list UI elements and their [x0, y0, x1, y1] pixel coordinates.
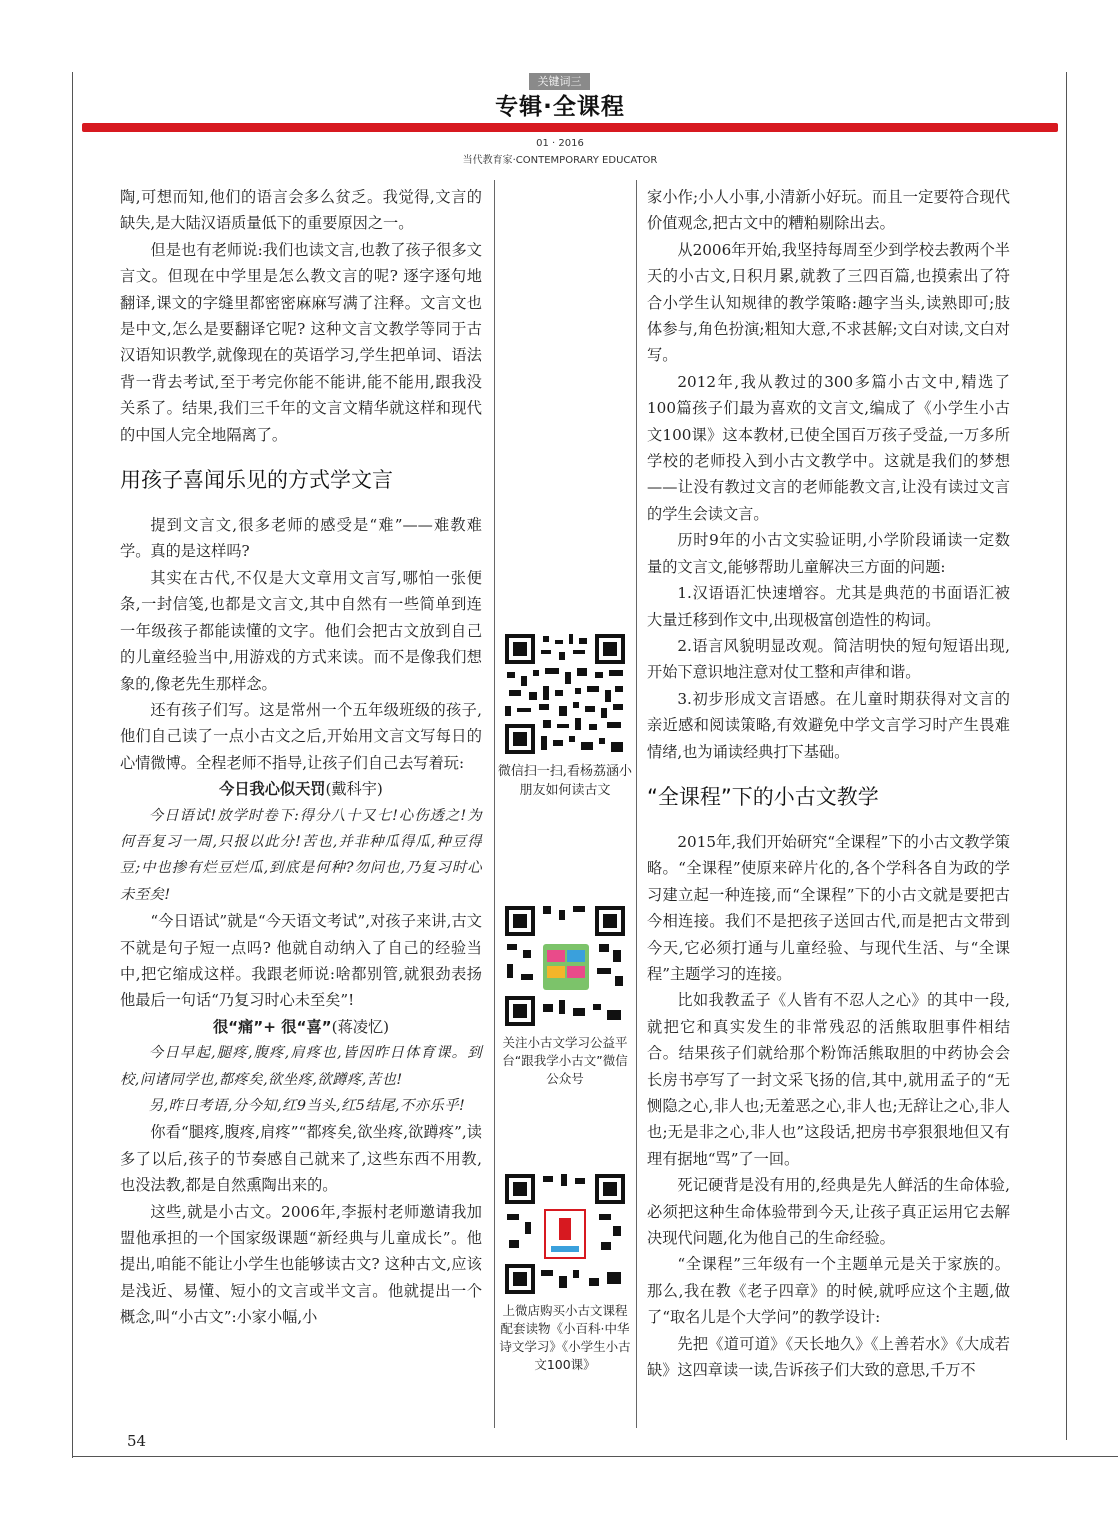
qr-block-shop: [497, 1172, 633, 1374]
page-frame-bottom: [72, 1456, 1118, 1457]
article-left-column: [120, 184, 482, 1331]
column-divider-left: [494, 180, 495, 1428]
section-title-main: 全课程: [552, 94, 625, 120]
paragraph: 你看“腿疼,腹疼,肩疼”“都疼矣,欲坐疼,欲蹲疼”,读多了以后,孩子的节奏感自己就来了,这些东西不用教,也没法教,都是自然熏陶出来的。: [120, 1123, 482, 1195]
poem-text: 今日早起,腿疼,腹疼,肩疼也,皆因昨日体育课。到校,问诸同学也,都疼矣,欲坐疼,欲蹲疼,苦也!: [120, 1045, 482, 1088]
poem-author: (蒋凌忆): [331, 1017, 390, 1036]
section-title: [470, 88, 650, 121]
keyword-tag: 关键词三: [529, 73, 590, 90]
page-number: 54: [127, 1432, 147, 1450]
magazine-name: 当代教育家·CONTEMPORARY EDUCATOR: [462, 155, 658, 166]
qr-code-icon[interactable]: [503, 904, 627, 1028]
page-frame-right: [1066, 72, 1067, 1440]
qr-block-video: [497, 632, 633, 800]
poem-title: [120, 1014, 482, 1040]
paragraph: 陶,可想而知,他们的语言会多么贫乏。我觉得,文言的缺失,是大陆汉语质量低下的重要原因之一。: [120, 188, 482, 233]
paragraph: 2015年,我们开始研究“全课程”下的小古文教学策略。“全课程”使原来碎片化的,各个学科各自为政的学习建立起一种连接,而“全课程”下的小古文就是要把古今相连接。我们不是把孩子送回古代,而是把古文带到今天,它必须打通与儿童经验、与现代生活、与“全课程”主题学习的连接。: [647, 832, 1010, 983]
article-right-column: [647, 184, 1010, 1383]
qr-block-wechat: [497, 904, 633, 1088]
qr-caption: 微信扫一扫,看杨荔涵小朋友如何读古文: [497, 764, 633, 798]
poem-author: (戴科宇): [325, 780, 383, 799]
paragraph: 2.语言风貌明显改观。简洁明快的短句短语出现,开始下意识地注意对仗工整和声律和谐。: [647, 636, 1010, 682]
paragraph: 提到文言文,很多老师的感受是“难”——难教难学。真的是这样吗?: [120, 516, 482, 561]
paragraph: 其实在古代,不仅是大文章用文言写,哪怕一张便条,一封信笺,也都是文言文,其中自然有一些简单到连一年级孩子都能读懂的文字。他们会把古文放到自己的儿童经验当中,用游戏的方式来读。而不是像我们想象的,像老先生那样念。: [120, 568, 482, 693]
poem-title-text: 很“痛”+ 很“喜”: [212, 1017, 332, 1036]
paragraph: 死记硬背是没有用的,经典是先人鲜活的生命体验,必须把这种生命体验带到今天,让孩子真正运用它去解决现代问题,化为他自己的生命经验。: [647, 1176, 1010, 1248]
qr-caption: 上微店购买小古文课程配套读物《小百科·中华诗文学习》《小学生小古文100课》: [499, 1303, 631, 1372]
poem-title: [120, 776, 482, 802]
qr-caption: 关注小古文学习公益平台“跟我学小古文”微信公众号: [502, 1035, 628, 1086]
qr-code-icon[interactable]: [503, 1172, 627, 1296]
poem-title-text: 今日我心似天罚: [219, 780, 326, 799]
section-heading: 用孩子喜闻乐见的方式学文言: [120, 468, 393, 493]
paragraph: 1.汉语语汇快速增容。尤其是典范的书面语汇被大量迁移到作文中,出现极富创造性的构词。: [647, 584, 1010, 629]
header-red-band: [82, 123, 1058, 132]
column-divider-right: [636, 180, 637, 1428]
paragraph: 先把《道可道》《天长地久》《上善若水》《大成若缺》这四章读一读,告诉孩子们大致的意思,千万不: [647, 1334, 1010, 1380]
paragraph: “全课程”三年级有一个主题单元是关于家族的。那么,我在教《老子四章》的时候,就呼应这个主题,做了“取名儿是个大学问”的教学设计:: [647, 1255, 1010, 1327]
poem-text: 另,昨日考语,分今知,红9当头,红5结尾,不亦乐乎!: [148, 1098, 466, 1114]
paragraph: 2012年,我从教过的300多篇小古文中,精选了100篇孩子们最为喜欢的文言文,编成了《小学生小古文100课》这本教材,已使全国百万孩子受益,一万多所学校的老师投入到小古文教学中。这就是我们的梦想——让没有教过文言的老师能教文言,让没有读过文言的学生会读文言。: [647, 372, 1010, 523]
paragraph: “今日语试”就是“今天语文考试”,对孩子来讲,古文不就是句子短一点吗? 他就自动纳入了自己的经验当中,把它缩成这样。我跟老师说:啥都别管,就狠劲表扬他最后一句话“乃复习时心未至矣”!: [120, 912, 482, 1010]
paragraph: 历时9年的小古文实验证明,小学阶段诵读一定数量的文言文,能够帮助儿童解决三方面的问题:: [647, 531, 1010, 576]
qr-code-icon[interactable]: [503, 632, 627, 756]
paragraph: 比如我教孟子《人皆有不忍人之心》的其中一段,就把它和真实发生的非常残忍的活熊取胆事件相结合。结果孩子们就给那个粉饰活熊取胆的中药协会会长房书亭写了一封文采飞扬的信,其中,就用孟子的“无恻隐之心,非人也;无羞恶之心,非人也;无辞让之心,非人也;无是非之心,非人也”这段话,把房书亭狠狠地但又有理有据地“骂”了一回。: [647, 991, 1010, 1168]
paragraph: 这些,就是小古文。2006年,李振村老师邀请我加盟他承担的一个国家级课题“新经典与儿童成长”。他提出,咱能不能让小学生也能够读古文? 这种古文,应该是浅近、易懂、短小的文言或半文言。他就提出一个概念,叫“小古文”:小家小幅,小: [120, 1202, 482, 1327]
section-heading: “全课程”下的小古文教学: [647, 784, 879, 809]
paragraph: 3.初步形成文言语感。在儿童时期获得对文言的亲近感和阅读策略,有效避免中学文言学习时产生畏难情绪,也为诵读经典打下基础。: [647, 689, 1010, 761]
paragraph: 从2006年开始,我坚持每周至少到学校去教两个半天的小古文,日积月累,就教了三四百篇,也摸索出了符合小学生认知规律的教学策略:趣字当头,读熟即可;肢体参与,角色扮演;粗知大意,不求甚解;文白对读,文白对写。: [647, 240, 1010, 365]
paragraph: 家小作;小人小事,小清新小好玩。而且一定要符合现代价值观念,把古文中的糟粕剔除出去。: [647, 188, 1010, 233]
poem-text: 今日语试!放学时卷下:得分八十又七!心伤透之!为何吾复习一周,只报以此分!苦也,并非种瓜得瓜,种豆得豆;中也掺有烂豆烂瓜,到底是何种?勿问也,乃复习时心未至矣!: [120, 807, 482, 903]
page-frame-left: [72, 72, 73, 1458]
paragraph: 但是也有老师说:我们也读文言,也教了孩子很多文言文。但现在中学里是怎么教文言的呢? 逐字逐句地翻译,课文的字缝里都密密麻麻写满了注释。文言文也是中文,怎么是要翻译它呢? 这种文言文教学等同于古汉语知识教学,就像现在的英语学习,学生把单词、语法背一背去考试,至于考完你能不能讲,能不能用,跟我没关系了。结果,我们三千年的文言文精华就这样和现代的中国人完全地隔离了。: [120, 240, 482, 444]
issue-number: 01 · 2016: [536, 138, 584, 149]
section-title-prefix: 专辑·: [495, 94, 553, 120]
paragraph: 还有孩子们写。这是常州一个五年级班级的孩子,他们自己读了一点小古文之后,开始用文言文写每日的心情微博。全程老师不指导,让孩子们自己去写着玩:: [120, 700, 482, 772]
